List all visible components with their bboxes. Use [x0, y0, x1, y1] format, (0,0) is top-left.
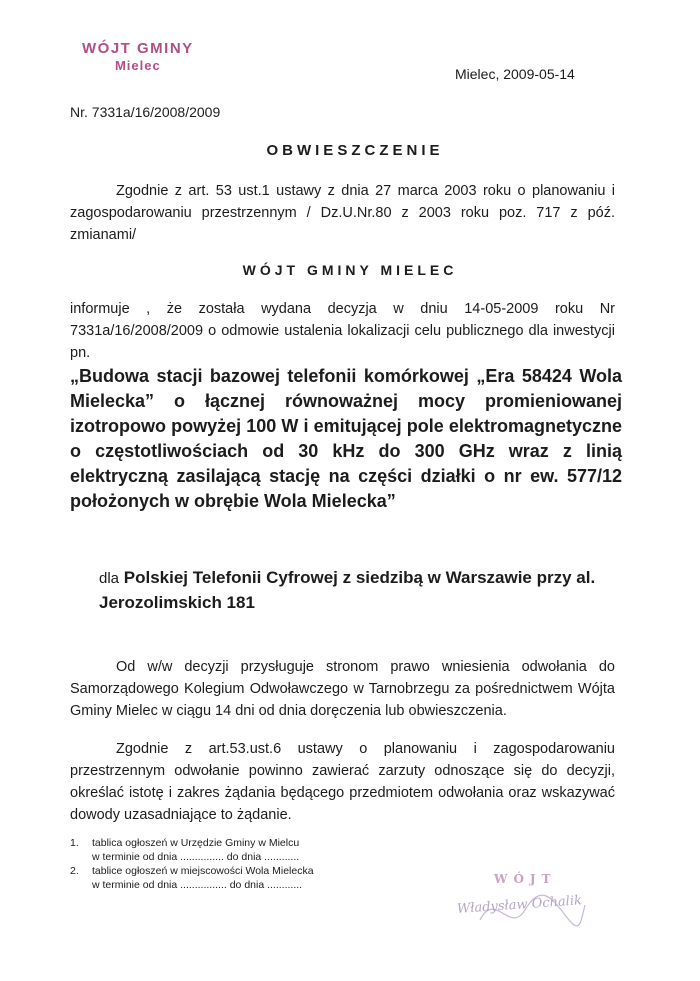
- distribution-item-term: w terminie od dnia ................ do dnia ............: [92, 879, 303, 891]
- authority-heading: WÓJT GMINY MIELEC: [242, 262, 458, 278]
- distribution-item-number: 2.: [70, 865, 79, 877]
- distribution-list: [70, 836, 314, 892]
- distribution-item-place: tablice ogłoszeń w miejscowości Wola Mielecka: [92, 865, 314, 877]
- investment-name: „Budowa stacji bazowej telefonii komórkowej „Era 58424 Wola Mielecka” o łącznej równoważnej mocy promieniowanej izotropowo powyżej 100 W i emitującej pole elektromagnetyczne o częstotliwościach od 30 kHz do 300 GHz wraz z linią elektryczną zasilającą stację na części działki o nr ew. 577/12 położonych w obrębie Wola Mielecka”: [70, 366, 622, 511]
- appeal-text: Od w/w decyzji przysługuje stronom prawo wniesienia odwołania do Samorządowego Kolegium Odwoławczego w Tarnobrzegu za pośrednictwem Wójta Gminy Mielec w ciągu 14 dni od dnia doręczenia lub obwieszczenia.: [70, 659, 615, 719]
- appeal-requirements-text: Zgodnie z art.53.ust.6 ustawy o planowaniu i zagospodarowaniu przestrzennym odwołanie powinno zawierać zarzuty odnoszące się do decyzji, określać istotę i zakres żądania będącego przedmiotem odwołania oraz wskazywać dowody uzasadniające to żądanie.: [70, 741, 615, 823]
- applicant-paragraph: [99, 566, 629, 615]
- place-date: Mielec, 2009-05-14: [455, 66, 575, 82]
- applicant-name: Polskiej Telefonii Cyfrowej z siedzibą w Warszawie przy al. Jerozolimskich 181: [99, 568, 596, 612]
- distribution-item-place: tablica ogłoszeń w Urzędzie Gminy w Mielcu: [92, 837, 300, 849]
- distribution-item-number: 1.: [70, 837, 79, 849]
- applicant-prefix: dla: [99, 570, 120, 587]
- office-stamp-title: WÓJT GMINY: [82, 40, 194, 57]
- distribution-item: [70, 836, 314, 864]
- document-title: OBWIESZCZENIE: [266, 142, 444, 159]
- reference-number: Nr. 7331a/16/2008/2009: [70, 104, 221, 120]
- office-stamp-place: Mielec: [114, 58, 161, 73]
- legal-basis-paragraph: [70, 180, 615, 246]
- legal-basis-text: Zgodnie z art. 53 ust.1 ustawy z dnia 27 marca 2003 roku o planowaniu i zagospodarowaniu przestrzennym / Dz.U.Nr.80 z 2003 roku poz. 717 z póź. zmianami/: [70, 183, 615, 243]
- signature-stamp: WÓJT: [494, 872, 557, 886]
- inform-paragraph: informuje , że została wydana decyzja w dniu 14-05-2009 roku Nr 7331a/16/2008/2009 o odmowie ustalenia lokalizacji celu publicznego dla inwestycji pn.: [70, 301, 615, 361]
- distribution-item: [70, 864, 314, 892]
- distribution-item-term: w terminie od dnia ............... do dnia ............: [92, 851, 300, 863]
- office-stamp: [82, 40, 194, 73]
- appeal-requirements-paragraph: [70, 738, 615, 826]
- appeal-paragraph: [70, 656, 615, 722]
- signature-name: Władysław Ochalik: [456, 893, 583, 917]
